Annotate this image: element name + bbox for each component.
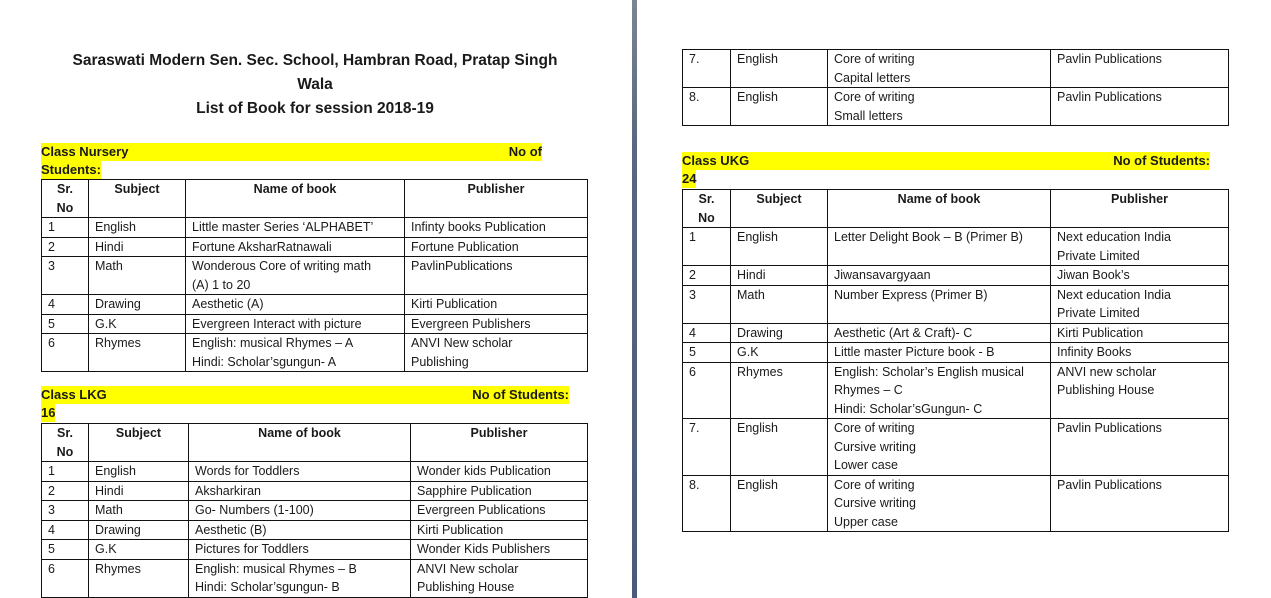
cell-publisher-line: Publishing House [417,580,515,594]
table-row [42,501,588,521]
cell-sr-no: 7. [683,419,731,476]
cell-book-name-line: Aesthetic (Art & Craft)- C [834,325,973,340]
cell-publisher-line: Next education India [1057,230,1171,244]
cell-sr-no: 4 [42,520,89,540]
table-row [42,462,588,482]
cell-subject: Drawing [731,323,828,343]
cell-subject: English [89,462,189,482]
cell-book-name [828,285,1051,323]
table-row [683,323,1229,343]
cell-book-name-line: Aesthetic (A) [192,297,264,311]
table-row [42,540,588,560]
cell-subject: Drawing [89,520,189,540]
cell-book-name [828,88,1051,126]
table-row [683,285,1229,323]
cell-publisher-line: Kirti Publication [417,522,504,537]
cell-subject: English [731,50,828,88]
cell-book-name [186,334,405,372]
cell-book-name-line: English: musical Rhymes – A [192,336,354,350]
table-row [683,50,1229,88]
cell-publisher [411,501,588,521]
cell-sr-no: 6 [683,362,731,419]
cell-publisher-line: Sapphire Publication [417,483,532,498]
cell-sr-no: 5 [42,540,89,560]
cell-sr-no: 3 [42,257,89,295]
cell-subject: Drawing [89,295,186,315]
cell-publisher-line: Private Limited [1057,248,1140,263]
cell-sr-no: 8. [683,475,731,532]
cell-publisher [1051,285,1229,323]
cell-sr-no: 1 [42,218,89,238]
cell-publisher [1051,475,1229,532]
table-header-row [42,424,588,462]
cell-sr-no: 4 [683,323,731,343]
cell-book-name-line: Number Express (Primer B) [834,287,988,302]
students-count: 16 [41,405,56,420]
table-row [683,362,1229,419]
col-header-book: Name of book [186,180,405,218]
class-nursery-heading [41,143,542,179]
cell-sr-no: 6 [42,334,89,372]
cell-sr-no: 8. [683,88,731,126]
table-row [683,88,1229,126]
class-label: Class LKG [41,387,107,402]
cell-sr-no: 6 [42,559,89,597]
cell-subject: English [89,218,186,238]
cell-book-name-line: Hindi: Scholar’sgungun- A [192,354,337,369]
cell-subject: Rhymes [731,362,828,419]
cell-publisher-line: Evergreen Publishers [411,316,531,331]
students-count: 24 [682,171,697,186]
cell-book-name [828,475,1051,532]
cell-subject: Rhymes [89,559,189,597]
cell-book-name-line: Pictures for Toddlers [195,542,309,556]
cell-subject: G.K [89,540,189,560]
cell-book-name-line: (A) 1 to 20 [192,277,251,292]
title-line: Saraswati Modern Sen. Sec. School, Hambran Road, Pratap Singh [72,52,558,69]
cell-book-name-line: Lower case [834,458,898,472]
cell-book-name-line: Go- Numbers (1-100) [195,503,314,517]
cell-publisher-line: Evergreen Publications [417,503,546,517]
cell-book-name [186,237,405,257]
cell-subject: English [731,419,828,476]
cell-book-name [828,228,1051,266]
cell-publisher [405,257,588,295]
cell-book-name [189,520,411,540]
cell-sr-no: 7. [683,50,731,88]
table-row [42,295,588,315]
cell-subject: Hindi [89,481,189,501]
cell-book-name [186,295,405,315]
cell-book-name-line: Wonderous Core of writing math [192,259,372,273]
table-row [683,419,1229,476]
cell-publisher [1051,50,1229,88]
cell-book-name-line: Letter Delight Book – B (Primer B) [834,230,1023,244]
lkg-book-table [41,423,588,598]
cell-publisher [405,218,588,238]
cell-book-name [828,362,1051,419]
cell-publisher-line: Pavlin Publications [1057,477,1162,492]
cell-publisher-line: Pavlin Publications [1057,52,1162,66]
cell-subject: English [731,88,828,126]
table-row [42,559,588,597]
cell-publisher [411,540,588,560]
cell-book-name [186,257,405,295]
cell-book-name [828,323,1051,343]
nursery-book-table [41,179,588,372]
cell-sr-no: 5 [683,343,731,363]
cell-publisher [411,481,588,501]
cell-book-name-line: Cursive writing [834,439,916,454]
cell-sr-no: 3 [683,285,731,323]
cell-sr-no: 3 [42,501,89,521]
table-header-row [42,180,588,218]
cell-book-name [828,266,1051,286]
cell-publisher-line: Next education India [1057,287,1171,302]
cell-book-name-line: Evergreen Interact with picture [192,316,362,331]
table-row [42,334,588,372]
col-header-subject: Subject [89,180,186,218]
table-row [683,228,1229,266]
document-page-left [0,0,632,598]
cell-publisher-line: Kirti Publication [1057,325,1144,340]
col-header-book: Name of book [828,190,1051,228]
class-ukg-heading [682,152,1210,188]
cell-publisher [1051,362,1229,419]
cell-book-name [828,343,1051,363]
cell-book-name-line: Core of writing [834,90,915,104]
cell-book-name-line: Aksharkiran [195,483,261,498]
cell-book-name-line: Aesthetic (B) [195,522,267,537]
cell-sr-no: 2 [42,481,89,501]
cell-subject: Hindi [89,237,186,257]
cell-book-name-line: Cursive writing [834,496,916,510]
col-header-subject: Subject [89,424,189,462]
cell-publisher-line: Private Limited [1057,306,1140,320]
cell-publisher-line: PavlinPublications [411,259,513,273]
cell-book-name [189,462,411,482]
cell-book-name-line: English: musical Rhymes – B [195,561,357,576]
class-label: Class UKG [682,153,750,168]
col-header-sr-no: Sr. No [683,190,731,228]
cell-publisher [1051,323,1229,343]
students-label-cont: Students: [41,162,101,177]
document-title [40,49,590,121]
cell-publisher-line: Fortune Publication [411,239,519,254]
cell-publisher [411,462,588,482]
cell-publisher-line: Infinity Books [1057,345,1132,359]
cell-subject: Hindi [731,266,828,286]
cell-book-name [828,50,1051,88]
table-header-row [683,190,1229,228]
cell-subject: Rhymes [89,334,186,372]
table-row [42,314,588,334]
cell-book-name [186,218,405,238]
cell-publisher [1051,228,1229,266]
cell-book-name [828,419,1051,476]
table-row [42,481,588,501]
cell-publisher-line: Pavlin Publications [1057,90,1162,104]
cell-publisher-line: Infinty books Publication [411,220,546,234]
cell-subject: Math [89,501,189,521]
cell-publisher-line: Wonder Kids Publishers [417,542,551,556]
cell-book-name-line: Little master Series ‘ALPHABET’ [192,220,374,234]
cell-sr-no: 2 [683,266,731,286]
cell-book-name [189,540,411,560]
col-header-sr-no: Sr. No [42,180,89,218]
cell-book-name [189,501,411,521]
nursery-book-table-continued [682,49,1229,126]
cell-subject: English [731,475,828,532]
cell-publisher [411,559,588,597]
students-label: No of Students: [472,387,569,402]
cell-publisher-line: Kirti Publication [411,297,498,311]
cell-publisher [1051,419,1229,476]
cell-publisher [405,314,588,334]
cell-book-name-line: Core of writing [834,421,915,435]
table-row [42,237,588,257]
table-row [42,257,588,295]
cell-book-name-line: Jiwansavargyaan [834,268,931,282]
cell-sr-no: 1 [42,462,89,482]
col-header-publisher: Publisher [1051,190,1229,228]
class-label: Class Nursery [41,144,129,159]
table-row [683,475,1229,532]
cell-subject: Math [731,285,828,323]
cell-publisher-line: Publishing House [1057,383,1155,397]
cell-sr-no: 2 [42,237,89,257]
class-lkg-heading [41,386,569,422]
cell-publisher [1051,343,1229,363]
cell-publisher [411,520,588,540]
table-row [42,218,588,238]
title-line: Wala [297,76,333,93]
cell-book-name-line: Hindi: Scholar’sgungun- B [195,580,340,594]
cell-publisher-line: Wonder kids Publication [417,464,551,478]
table-row [42,520,588,540]
ukg-book-table [682,189,1229,532]
cell-publisher-line: ANVI new scholar [1057,364,1157,379]
table-row [683,343,1229,363]
cell-book-name [186,314,405,334]
title-line: List of Book for session 2018-19 [196,100,434,117]
cell-publisher [405,295,588,315]
cell-publisher [1051,266,1229,286]
cell-subject: G.K [731,343,828,363]
cell-subject: Math [89,257,186,295]
cell-publisher-line: Pavlin Publications [1057,421,1162,435]
document-page-right [637,0,1271,598]
cell-book-name-line: Upper case [834,514,898,529]
cell-book-name-line: Fortune AksharRatnawali [192,239,332,254]
cell-book-name-line: Capital letters [834,70,911,85]
cell-book-name-line: English: Scholar’s English musical [834,364,1024,379]
table-row [683,266,1229,286]
cell-publisher [405,237,588,257]
col-header-book: Name of book [189,424,411,462]
cell-book-name-line: Rhymes – C [834,383,903,397]
col-header-sr-no: Sr. No [42,424,89,462]
cell-book-name [189,559,411,597]
cell-book-name-line: Core of writing [834,477,915,492]
col-header-publisher: Publisher [405,180,588,218]
cell-book-name-line: Little master Picture book - B [834,345,995,359]
cell-subject: English [731,228,828,266]
cell-book-name-line: Hindi: Scholar’sGungun- C [834,401,983,416]
cell-publisher-line: Jiwan Book’s [1057,268,1130,282]
cell-publisher-line: Publishing [411,354,469,369]
cell-book-name-line: Small letters [834,108,903,123]
cell-sr-no: 1 [683,228,731,266]
col-header-subject: Subject [731,190,828,228]
students-label: No of Students: [1113,153,1210,168]
cell-book-name [189,481,411,501]
cell-book-name-line: Words for Toddlers [195,464,300,478]
col-header-publisher: Publisher [411,424,588,462]
cell-subject: G.K [89,314,186,334]
cell-publisher-line: ANVI New scholar [417,561,519,576]
students-label: No of [508,144,542,159]
cell-book-name-line: Core of writing [834,52,915,66]
cell-sr-no: 4 [42,295,89,315]
cell-sr-no: 5 [42,314,89,334]
cell-publisher [1051,88,1229,126]
cell-publisher [405,334,588,372]
cell-publisher-line: ANVI New scholar [411,336,513,350]
